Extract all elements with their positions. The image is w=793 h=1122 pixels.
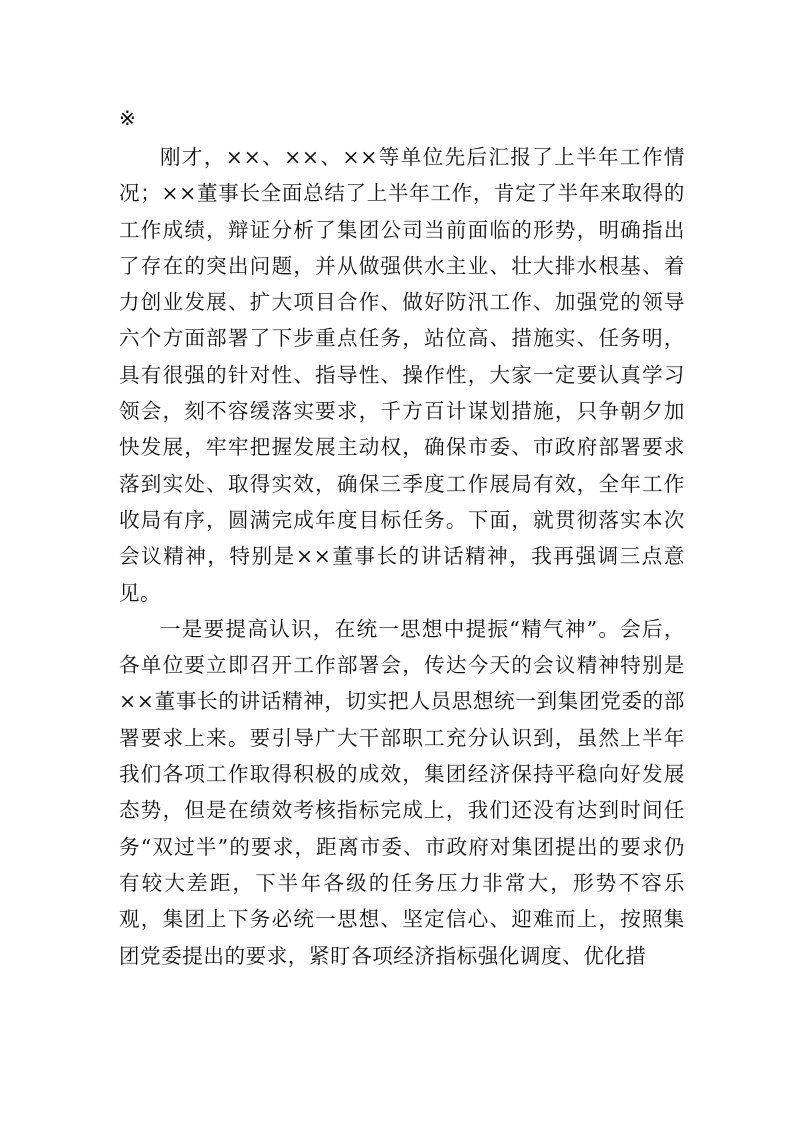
paragraph-opening-remarks: 刚才，××、××、××等单位先后汇报了上半年工作情况；××董事长全面总结了上半年工作，肯定了半年来取得的工作成绩，辩证分析了集团公司当前面临的形势，明确指出了存在的突出问题，并从做强供水主业、壮大排水根基、着力创业发展、扩大项目合作、做好防汛工作、加强党的领导六个方面部署了下步重点任务，站位高、措施实、任务明，具有很强的针对性、指导性、操作性，大家一定要认真学习领会，刻不容缓落实要求，千方百计谋划措施，只争朝夕加快发展，牢牢把握发展主动权，确保市委、市政府部署要求落到实处、取得实效，确保三季度工作展局有效，全年工作收局有序，圆满完成年度目标任务。下面，就贯彻落实本次会议精神，特别是××董事长的讲话精神，我再强调三点意见。	[119, 145, 685, 605]
reference-mark: ※	[119, 106, 136, 130]
document-body	[119, 139, 685, 974]
paragraph-point-one: 一是要提高认识，在统一思想中提振“精气神”。会后，各单位要立即召开工作部署会，传达今天的会议精神特别是××董事长的讲话精神，切实把人员思想统一到集团党委的部署要求上来。要引导广大干部职工充分认识到，虽然上半年我们各项工作取得积极的成效，集团经济保持平稳向好发展态势，但是在绩效考核指标完成上，我们还没有达到时间任务“双过半”的要求，距离市委、市政府对集团提出的要求仍有较大差距，下半年各级的任务压力非常大，形势不容乐观，集团上下务必统一思想、坚定信心、迎难而上，按照集团党委提出的要求，紧盯各项经济指标强化调度、优化措	[119, 616, 685, 968]
